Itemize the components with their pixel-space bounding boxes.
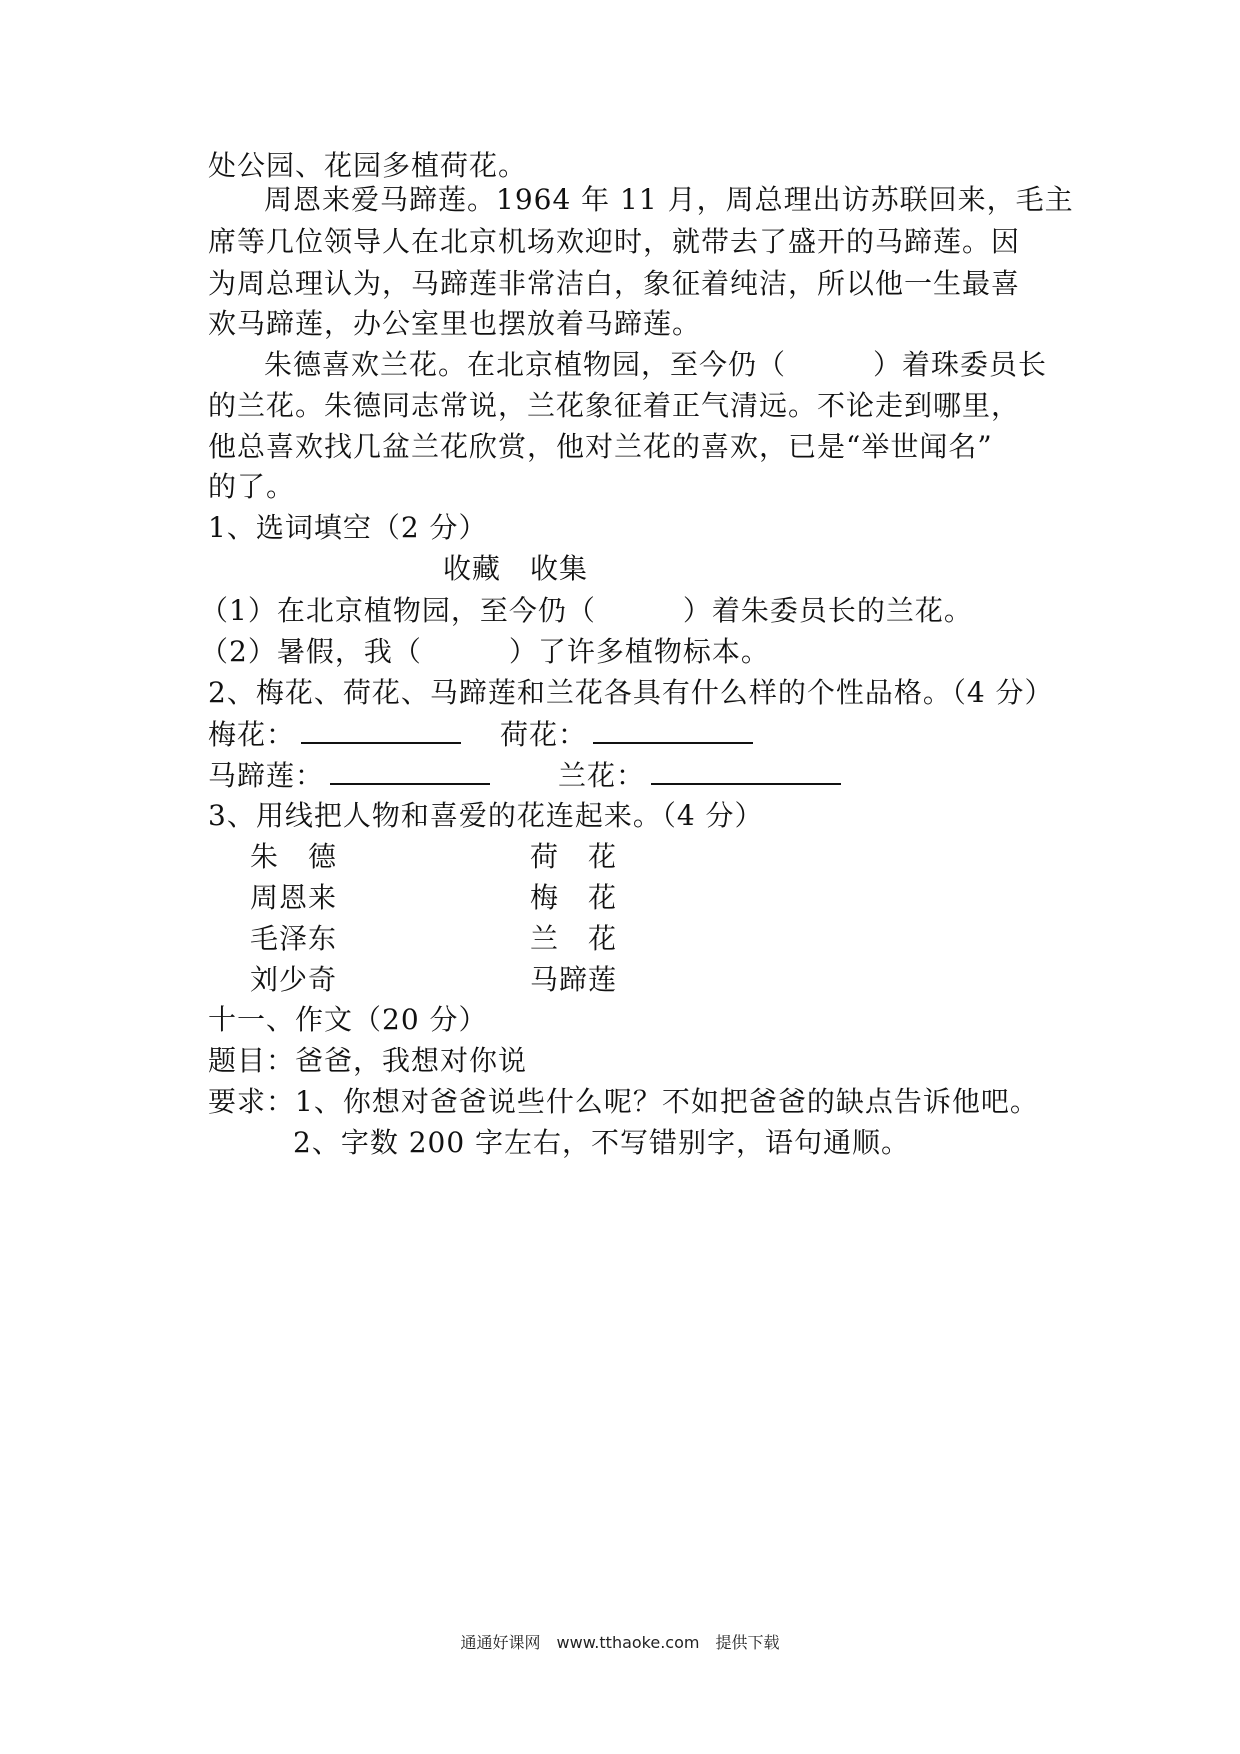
person-item[interactable]: 周恩来: [250, 881, 338, 914]
answer-blank-matilian[interactable]: [330, 753, 490, 785]
flower-item[interactable]: 兰 花: [530, 922, 618, 955]
passage-line: 的了。: [208, 470, 296, 503]
label-meihua: 梅花：: [208, 718, 296, 751]
label-matilian: 马蹄莲：: [208, 759, 325, 792]
passage-line: 处公园、花园多植荷花。: [208, 149, 528, 182]
person-item[interactable]: 毛泽东: [250, 922, 338, 955]
answer-blank-hehua[interactable]: [593, 712, 753, 744]
person-item[interactable]: 刘少奇: [250, 963, 338, 996]
label-lanhua: 兰花：: [558, 759, 646, 792]
word-options: 收藏 收集: [443, 552, 589, 585]
answer-blank-lanhua[interactable]: [651, 753, 841, 785]
answer-row-meihua: [208, 712, 461, 757]
passage-line: 周恩来爱马蹄莲。1964 年 11 月，周总理出访苏联回来，毛主: [264, 183, 1074, 216]
question-3-title: 3、用线把人物和喜爱的花连起来。（4 分）: [208, 799, 764, 832]
question-1-item-1: （1）在北京植物园，至今仍（ ）着朱委员长的兰花。: [200, 594, 973, 627]
flower-item[interactable]: 梅 花: [530, 881, 618, 914]
answer-row-lanhua: [558, 753, 841, 798]
passage-line: 他总喜欢找几盆兰花欣赏，他对兰花的喜欢，已是“举世闻名”: [208, 430, 993, 463]
question-1-item-2: （2）暑假，我（ ）了许多植物标本。: [200, 635, 770, 668]
passage-line: 的兰花。朱德同志常说，兰花象征着正气清远。不论走到哪里，: [208, 389, 1021, 422]
passage-line: 朱德喜欢兰花。在北京植物园，至今仍（ ）着珠委员长: [264, 348, 1048, 381]
question-2-title: 2、梅花、荷花、马蹄莲和兰花各具有什么样的个性品格。（4 分）: [208, 676, 1054, 709]
flower-item[interactable]: 荷 花: [530, 840, 618, 873]
passage-line: 为周总理认为，马蹄莲非常洁白，象征着纯洁，所以他一生最喜: [208, 267, 1021, 300]
footer-source: 通通好课网 www.tthaoke.com 提供下载: [460, 1633, 780, 1652]
answer-row-hehua: [500, 712, 753, 757]
composition-topic: 题目：爸爸，我想对你说: [208, 1044, 528, 1077]
label-hehua: 荷花：: [500, 718, 588, 751]
question-1-title: 1、选词填空（2 分）: [208, 511, 488, 544]
composition-title: 十一、作文（20 分）: [208, 1003, 488, 1036]
answer-row-matilian: [208, 753, 490, 798]
answer-blank-meihua[interactable]: [301, 712, 461, 744]
composition-requirement-1: 要求：1、你想对爸爸说些什么呢？不如把爸爸的缺点告诉他吧。: [208, 1085, 1039, 1118]
flower-item[interactable]: 马蹄莲: [530, 963, 618, 996]
composition-requirement-2: 2、字数 200 字左右，不写错别字，语句通顺。: [293, 1126, 911, 1159]
passage-line: 席等几位领导人在北京机场欢迎时，就带去了盛开的马蹄莲。因: [208, 225, 1021, 258]
person-item[interactable]: 朱 德: [250, 840, 338, 873]
passage-line: 欢马蹄莲，办公室里也摆放着马蹄莲。: [208, 307, 702, 340]
